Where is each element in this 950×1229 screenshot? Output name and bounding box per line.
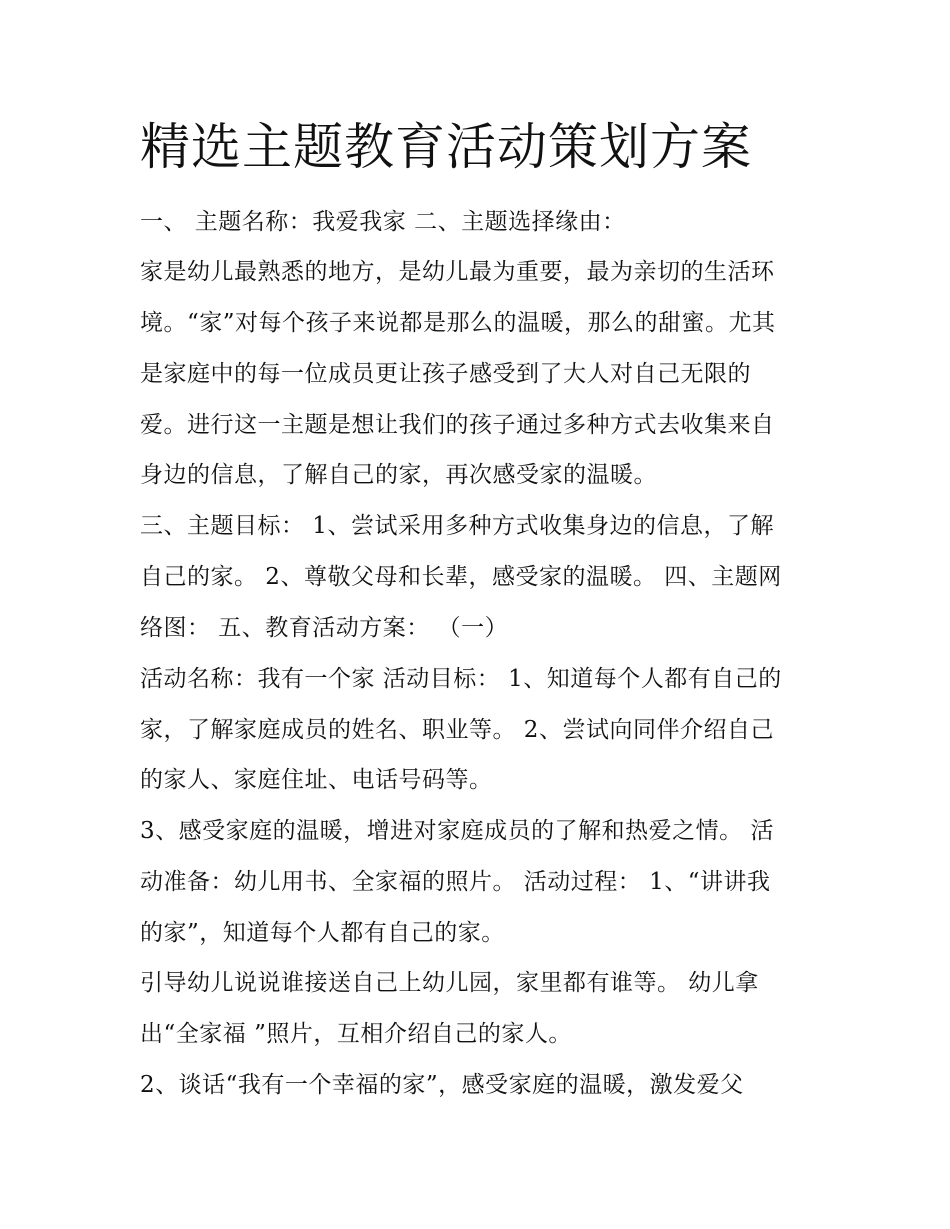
body-line: 是家庭中的每一位成员更让孩子感受到了大人对自己无限的 (140, 361, 751, 387)
body-line: 爱。进行这一主题是想让我们的孩子通过多种方式去收集来自 (140, 412, 775, 438)
body-line: 一、 主题名称：我爱我家 二、主题选择缘由： (140, 209, 626, 235)
body-line: 络图： 五、教育活动方案： （一） (140, 615, 509, 641)
body-line: 家，了解家庭成员的姓名、职业等。 2、尝试向同伴介绍自己 (140, 717, 774, 743)
body-line: 出“全家福 ”照片，互相介绍自己的家人。 (140, 1021, 572, 1047)
body-line: 的家人、家庭住址、电话号码等。 (140, 767, 493, 793)
body-line: 3、感受家庭的温暖，增进对家庭成员的了解和热爱之情。 活 (140, 818, 774, 844)
body-line: 活动名称：我有一个家 活动目标： 1、知道每个人都有自己的 (140, 666, 782, 692)
body-line: 三、主题目标： 1、尝试采用多种方式收集身边的信息，了解 (140, 513, 774, 539)
body-line: 的家”，知道每个人都有自己的家。 (140, 920, 505, 946)
body-line: 境。“家”对每个孩子来说都是那么的温暖，那么的甜蜜。尤其 (140, 310, 776, 336)
body-line: 2、谈话“我有一个幸福的家”，感受家庭的温暖，激发爱父 (140, 1072, 744, 1098)
body-line: 家是幼儿最熟悉的地方，是幼儿最为重要，最为亲切的生活环 (140, 259, 775, 285)
body-line: 身边的信息，了解自己的家，再次感受家的温暖。 (140, 462, 657, 488)
body-line: 动准备：幼儿用书、全家福的照片。 活动过程： 1、“讲讲我 (140, 869, 771, 895)
body-line: 自己的家。 2、尊敬父母和长辈，感受家的温暖。 四、主题网 (140, 564, 782, 590)
document-title: 精选主题教育活动策划方案 (140, 118, 752, 176)
body-line: 引导幼儿说说谁接送自己上幼儿园，家里都有谁等。 幼儿拿 (140, 970, 759, 996)
